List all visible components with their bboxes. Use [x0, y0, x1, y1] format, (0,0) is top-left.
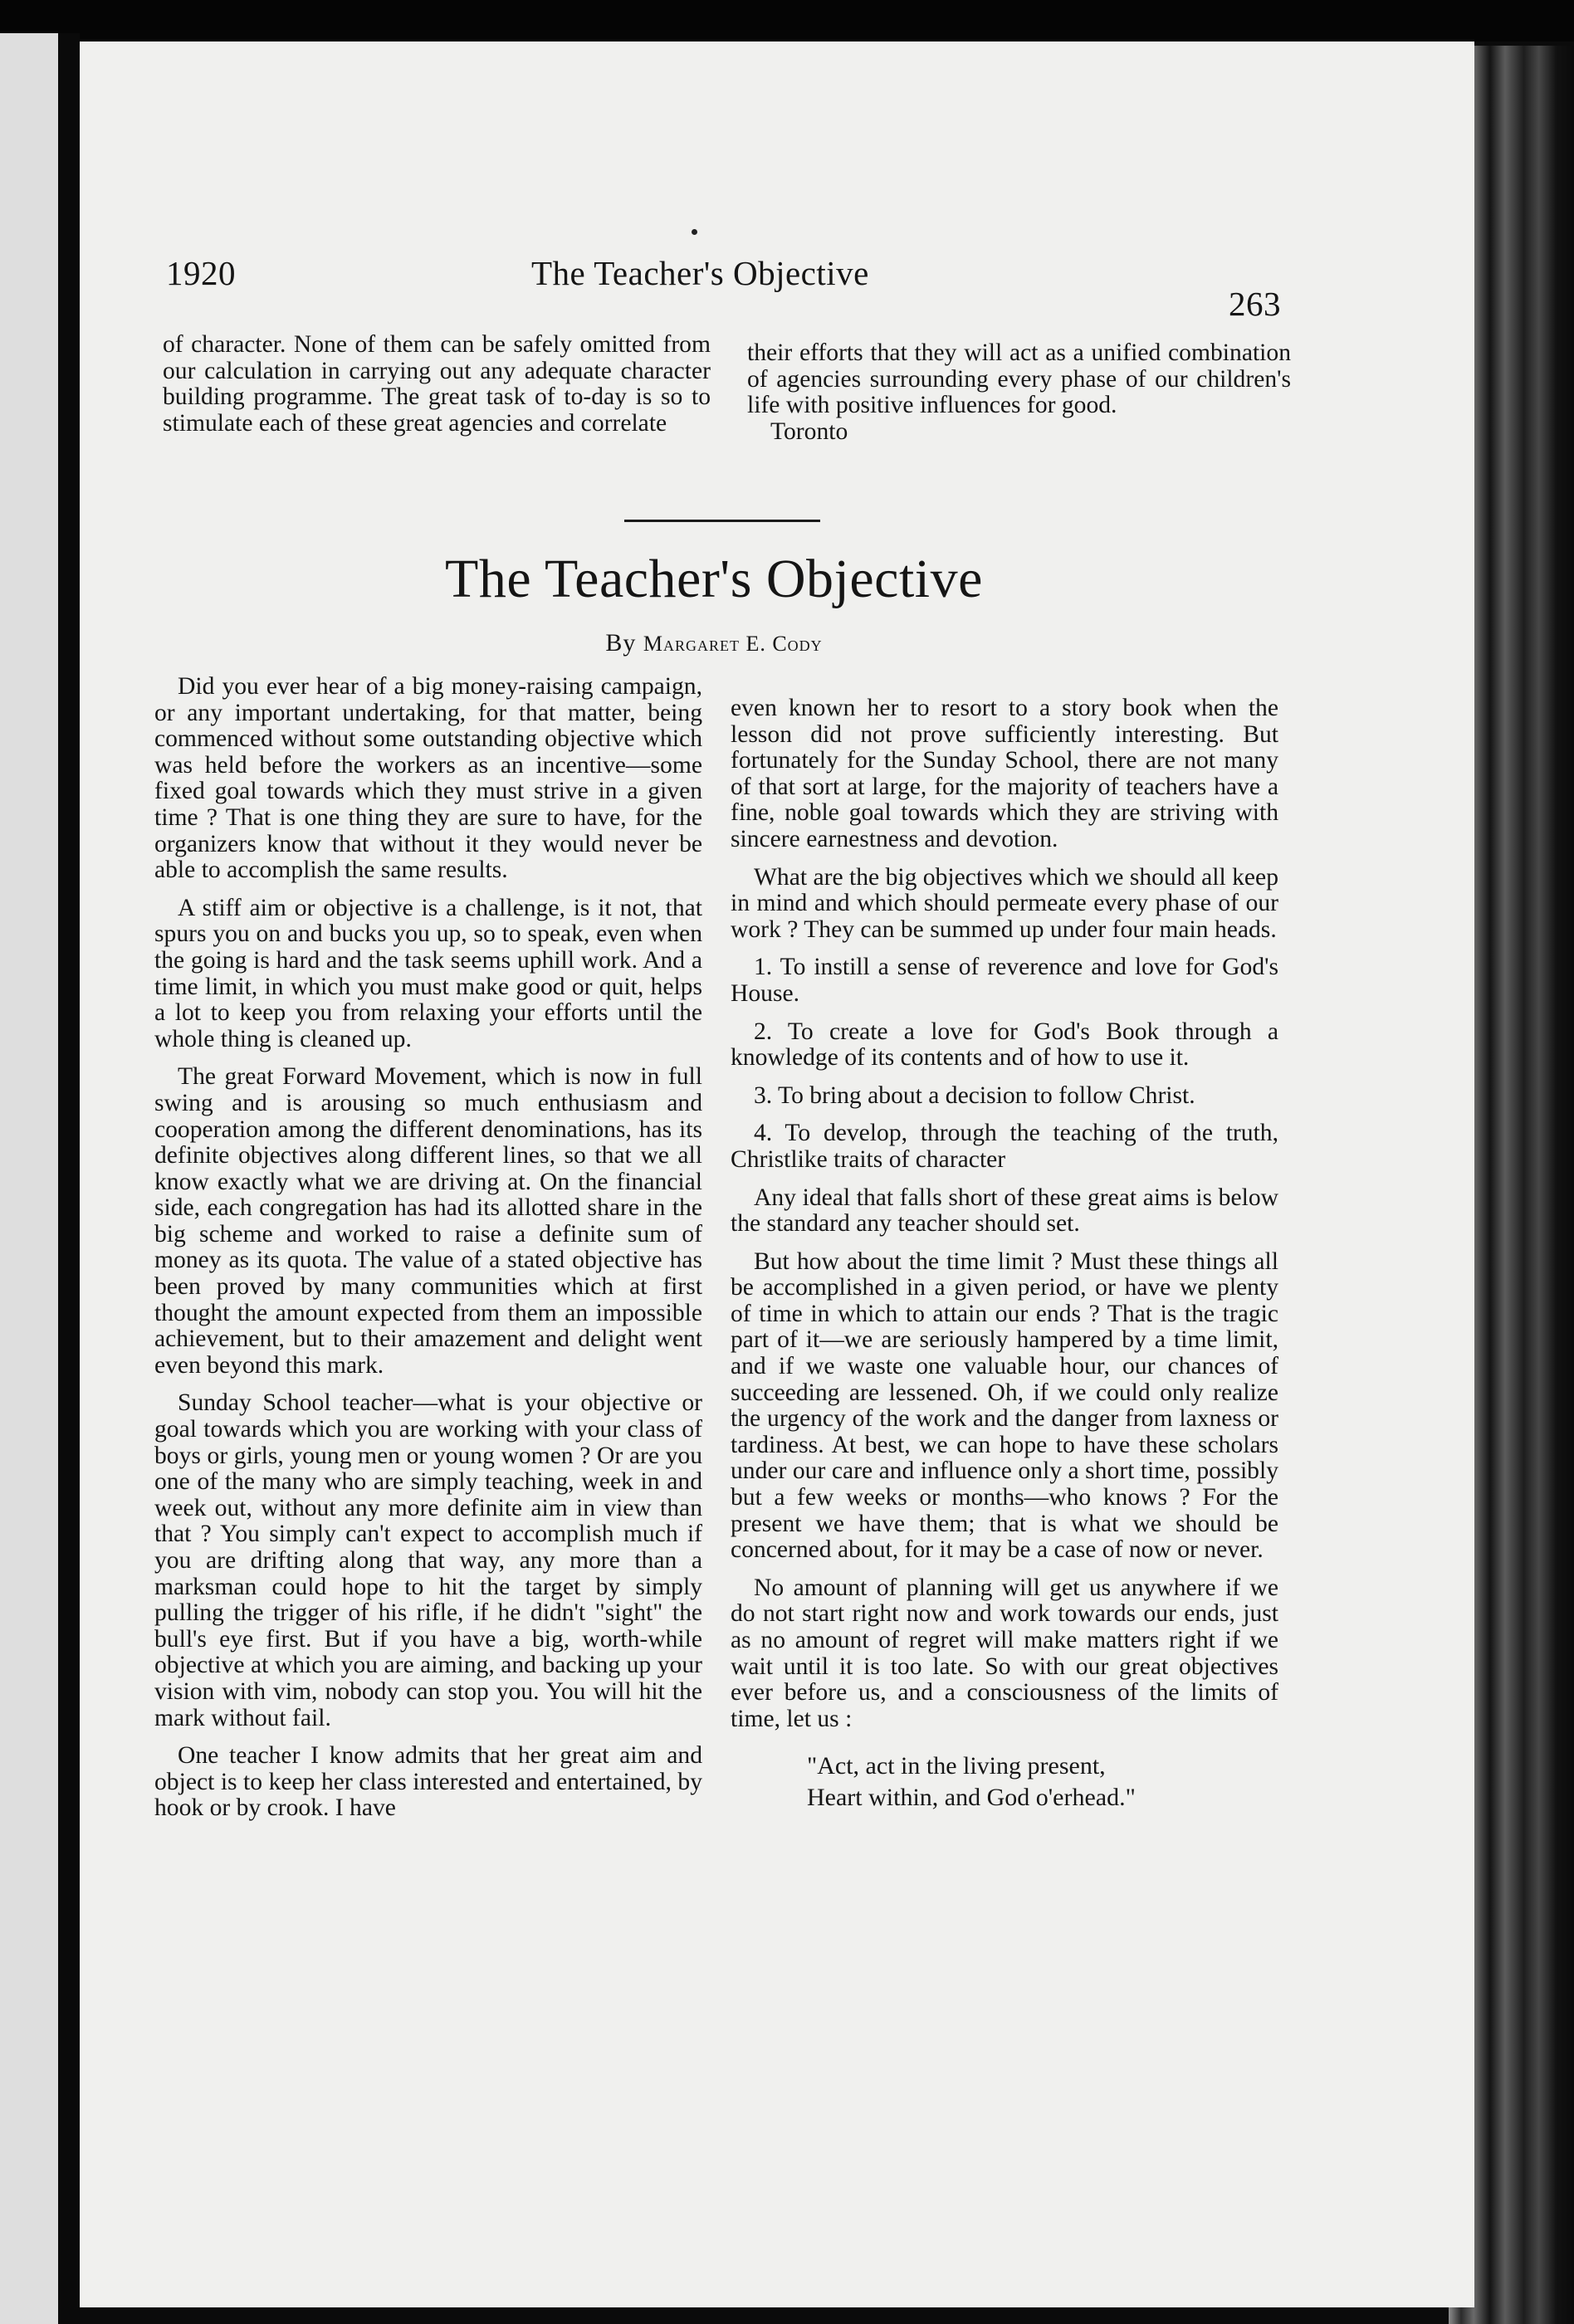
paragraph: their efforts that they will act as a unified combination of agencies surrounding every phase of our children's life with positive influences for good. [747, 339, 1291, 419]
paragraph: One teacher I know admits that her great aim and object is to keep her class interested and entertained, by hook or by crook. I have [154, 1742, 702, 1822]
objective-item: 4. To develop, through the teaching of the truth, Christlike traits of character [731, 1120, 1278, 1173]
section-divider [624, 520, 820, 522]
facing-page-edge [0, 33, 58, 2324]
article-title: The Teacher's Objective [445, 549, 983, 609]
paragraph: The great Forward Movement, which is now in full swing and is arousing so much enthusiasm and cooperation among the different denominations, has its definite objectives along different lines, so that we all know exactly what we are driving at. On the financial side, each congregation has had its allotted share in the big scheme and worked to raise a definite sum of money as its quota. The value of a stated objective has been proved by many communities which at first thought the amount expected from them an impossible achievement, but to their amazement and delight went even beyond this mark. [154, 1063, 702, 1379]
page-number: 263 [1229, 285, 1281, 323]
paragraph: But how about the time limit ? Must these things all be accomplished in a given period, or have we plenty of time in which to attain our ends ? That is the tragic part of it—we are seriously hampered by a time limit, and if we waste one valuable hour, our chances of succeeding are lessened. Oh, if we could only realize the urgency of the work and the danger from laxness or tardiness. At best, we can hope to have these scholars under our care and influence only a short time, possibly but a few weeks or months—who knows ? For the present we have them; that is what we should be concerned about, for it may be a case of now or never. [731, 1247, 1278, 1564]
author-name: Margaret E. Cody [643, 632, 823, 656]
previous-article-left-column [163, 332, 711, 448]
objective-item: 1. To instill a sense of reverence and love for God's House. [731, 954, 1278, 1007]
closing-quotation [807, 1750, 1278, 1814]
quotation-line: Heart within, and God o'erhead." [807, 1784, 1136, 1812]
byline-prefix: By [605, 629, 637, 657]
quotation-line: "Act, act in the living present, [807, 1752, 1106, 1780]
place-signature: Toronto [770, 417, 848, 445]
article-right-column [731, 696, 1278, 1814]
objective-item: 3. To bring about a decision to follow Christ. [754, 1081, 1195, 1109]
ink-speck [692, 229, 697, 235]
header-year: 1920 [166, 254, 236, 292]
paragraph: Did you ever hear of a big money-raising campaign, or any important undertaking, for that matter, being commenced without some outstanding objective which was held before the workers as an incentive—some fixed goal towards which they must strive in a given time ? That is one thing they are sure to have, for the organizers know that without it they would never be able to accomplish the same results. [154, 673, 702, 884]
article-left-column [154, 674, 702, 1833]
byline [0, 629, 1428, 657]
paragraph: of character. None of them can be safely omitted from our calculation in carrying out any adequate character building programme. The great task of to-day is so to stimulate each of these great agencies and correlate [163, 331, 711, 437]
book-gutter [58, 33, 80, 2324]
previous-article-right-column [747, 340, 1291, 445]
paragraph: A stiff aim or objective is a challenge, is it not, that spurs you on and bucks you up, so to speak, even when the going is hard and the task seems uphill work. And a time limit, in which you must make good or quit, helps a lot to keep you from relaxing your efforts until the whole thing is cleaned up. [154, 894, 702, 1052]
paragraph: even known her to resort to a story book when the lesson did not prove sufficiently interesting. But fortunately for the Sunday School, there are not many of that sort at large, for the majority of teachers have a fine, noble goal towards which they are striving with sincere earnestness and devotion. [731, 695, 1278, 852]
paragraph: Any ideal that falls short of these great aims is below the standard any teacher should set. [731, 1184, 1278, 1238]
paragraph: What are the big objectives which we should all keep in mind and which should permeate every phase of our work ? They can be summed up under four main heads. [731, 863, 1278, 943]
objective-item: 2. To create a love for God's Book through a knowledge of its contents and of how to use it. [731, 1018, 1278, 1072]
paragraph: No amount of planning will get us anywhere if we do not start right now and work towards our ends, just as no amount of regret will make matters right if we wait until it is too late. So with our great objectives ever before us, and a consciousness of the limits of time, let us : [731, 1574, 1278, 1732]
scan-top-border [0, 0, 1574, 42]
paragraph: Sunday School teacher—what is your objective or goal towards which you are working with your class of boys or girls, young men or young women ? Or are you one of the many who are simply teaching, week in and week out, without any more definite aim in view than that ? You simply can't expect to accomplish much if you are drifting along that way, any more than a marksman could hope to hit the target by simply pulling the trigger of his rifle, if he didn't "sight" the bull's eye first. But if you have a big, worth-while objective at which you are aiming, and backing up your vision with vim, nobody can stop you. You will hit the mark without fail. [154, 1389, 702, 1731]
running-title: The Teacher's Objective [531, 254, 869, 292]
